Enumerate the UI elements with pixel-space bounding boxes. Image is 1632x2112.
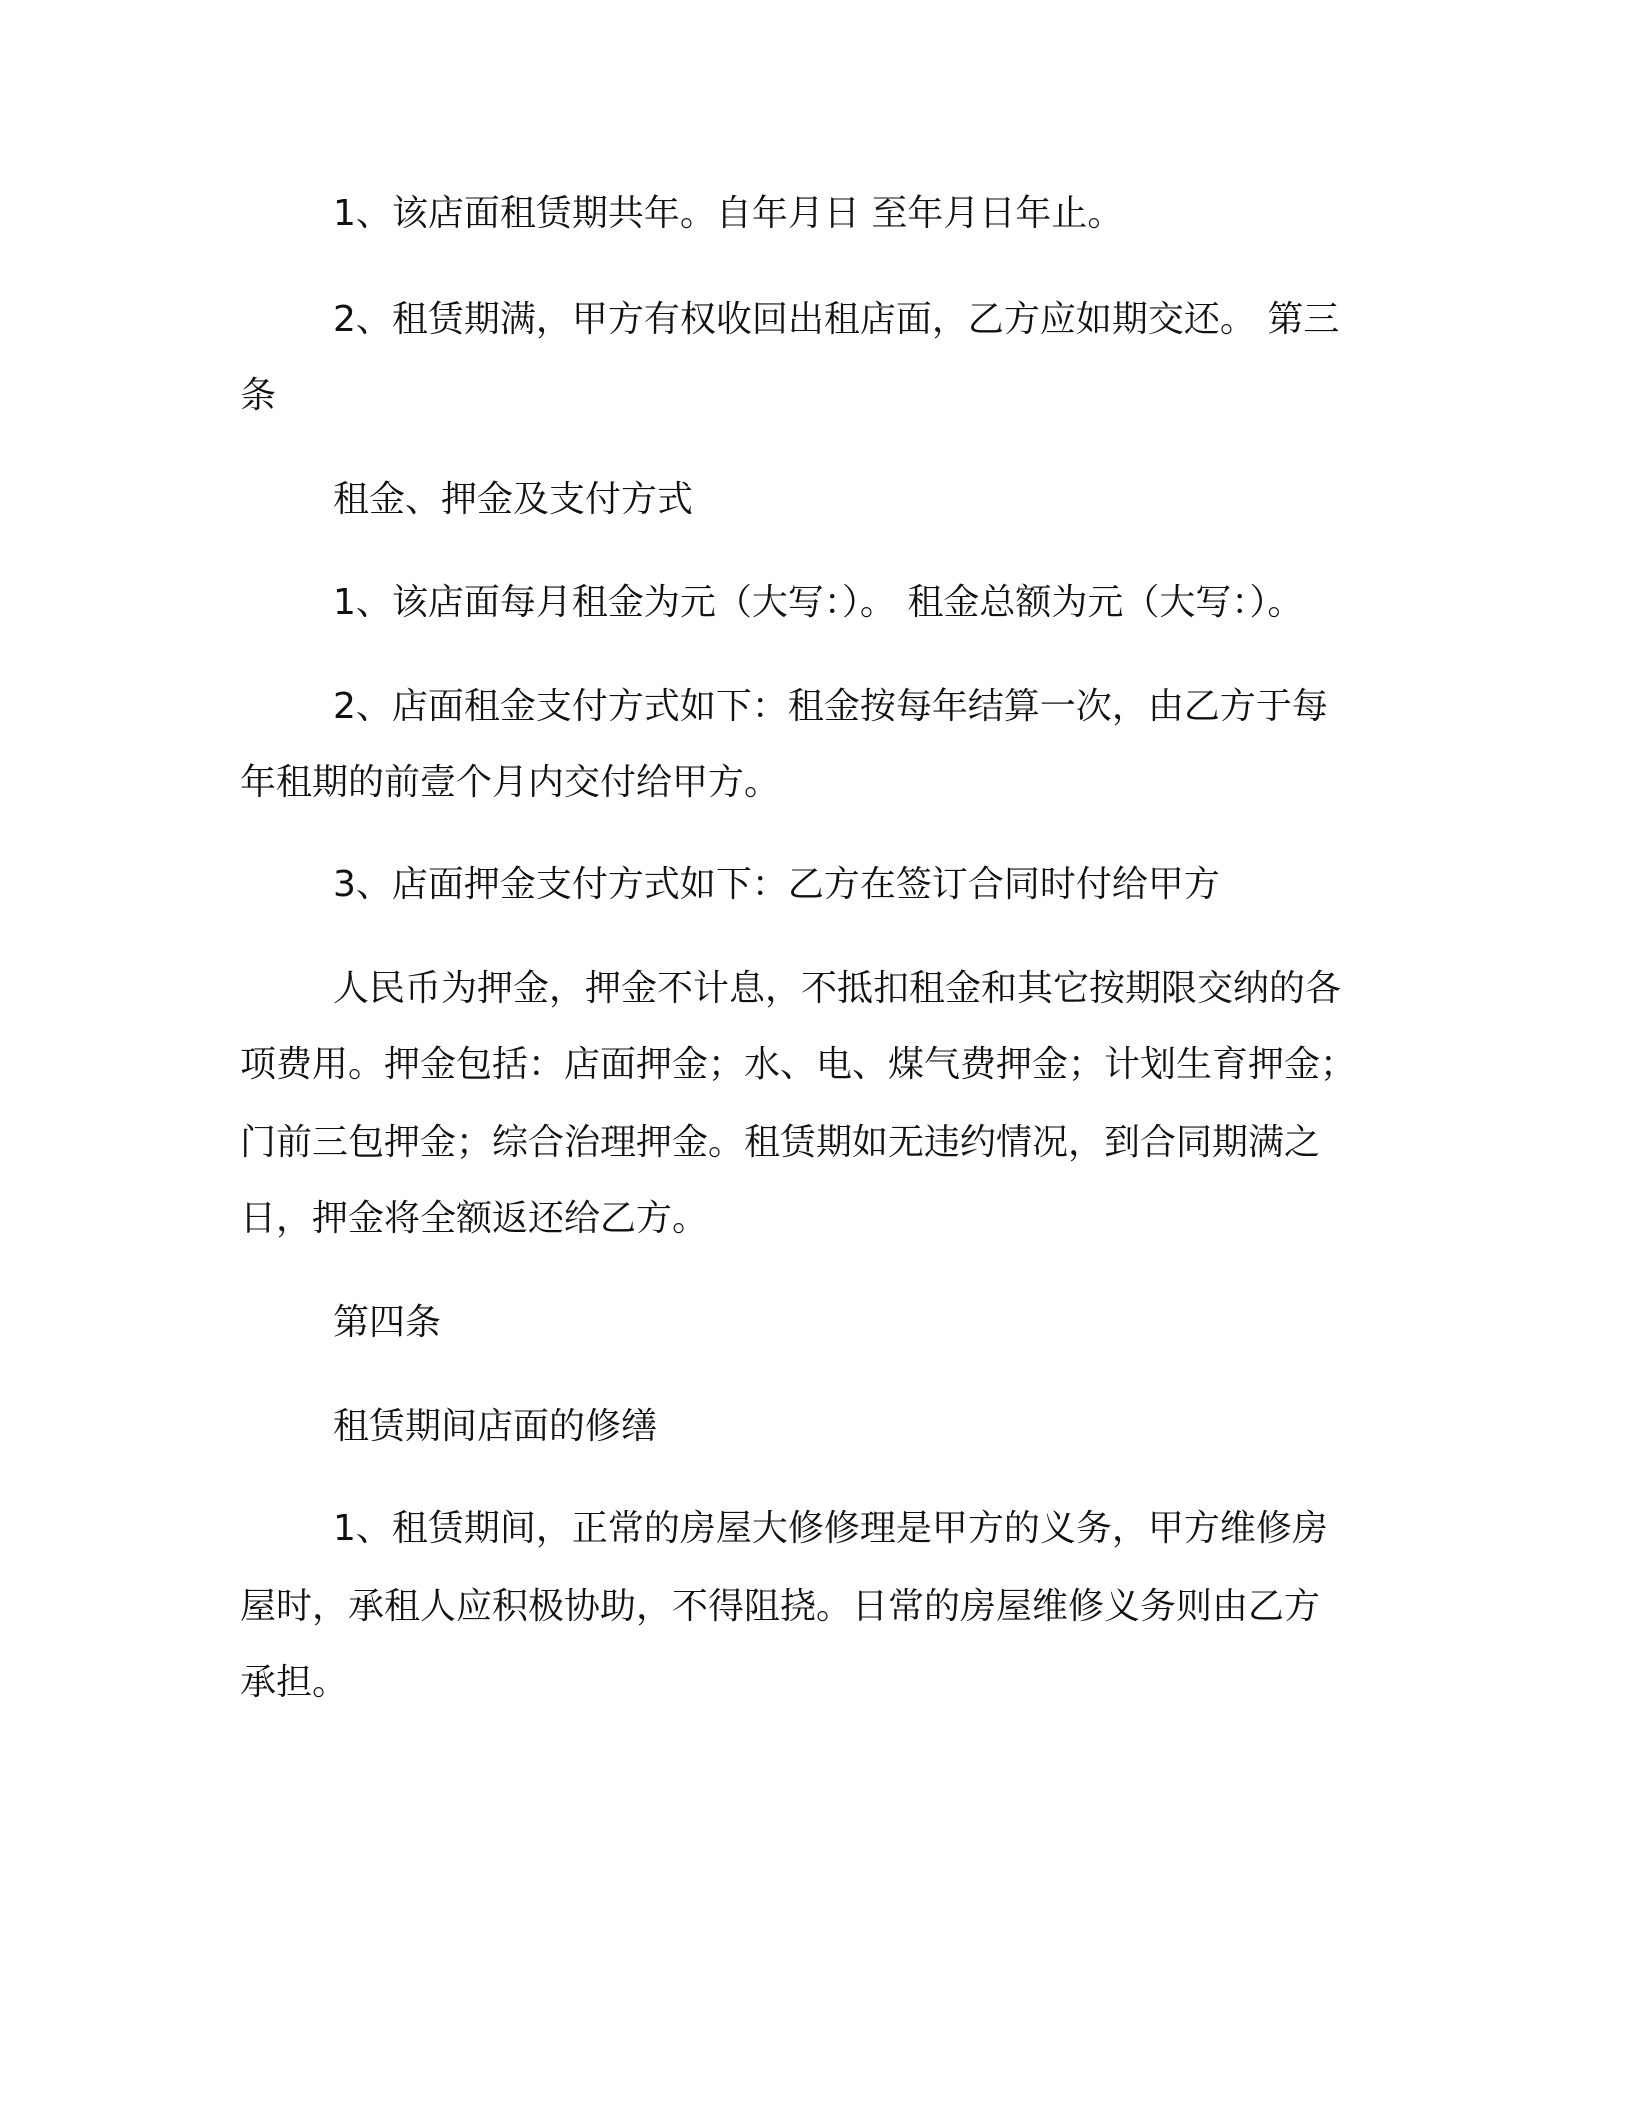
text-line: 1、租赁期间，正常的房屋大修修理是甲方的义务，甲方维修房 [333,1508,1328,1549]
text-line: 租金、押金及支付方式 [333,479,694,520]
text-line: 项费用。押金包括：店面押金；水、电、煤气费押金；计划生育押金； [240,1044,1357,1085]
text-line: 门前三包押金；综合治理押金。租赁期如无违约情况，到合同期满之 [240,1122,1321,1163]
text-line: 年租期的前壹个月内交付给甲方。 [240,762,781,803]
text-line: 租赁期间店面的修缮 [333,1406,658,1447]
text-line: 人民币为押金，押金不计息，不抵扣租金和其它按期限交纳的各 [333,968,1342,1009]
text-line: 条 [240,375,277,416]
text-line: 1、该店面租赁期共年。自年月日 至年月日年止。 [333,193,1124,234]
text-line: 3、店面押金支付方式如下：乙方在签订合同时付给甲方 [333,864,1220,905]
text-line: 2、店面租金支付方式如下：租金按每年结算一次，由乙方于每 [333,686,1328,727]
text-line: 屋时，承租人应积极协助，不得阻挠。日常的房屋维修义务则由乙方 [240,1586,1321,1627]
text-line: 第四条 [333,1302,442,1343]
text-line: 日，押金将全额返还给乙方。 [240,1198,709,1239]
text-line: 2、租赁期满，甲方有权收回出租店面，乙方应如期交还。 第三 [333,299,1340,340]
text-line: 承担。 [240,1662,349,1703]
text-line: 1、该店面每月租金为元（大写：）。 租金总额为元（大写：）。 [333,582,1304,623]
